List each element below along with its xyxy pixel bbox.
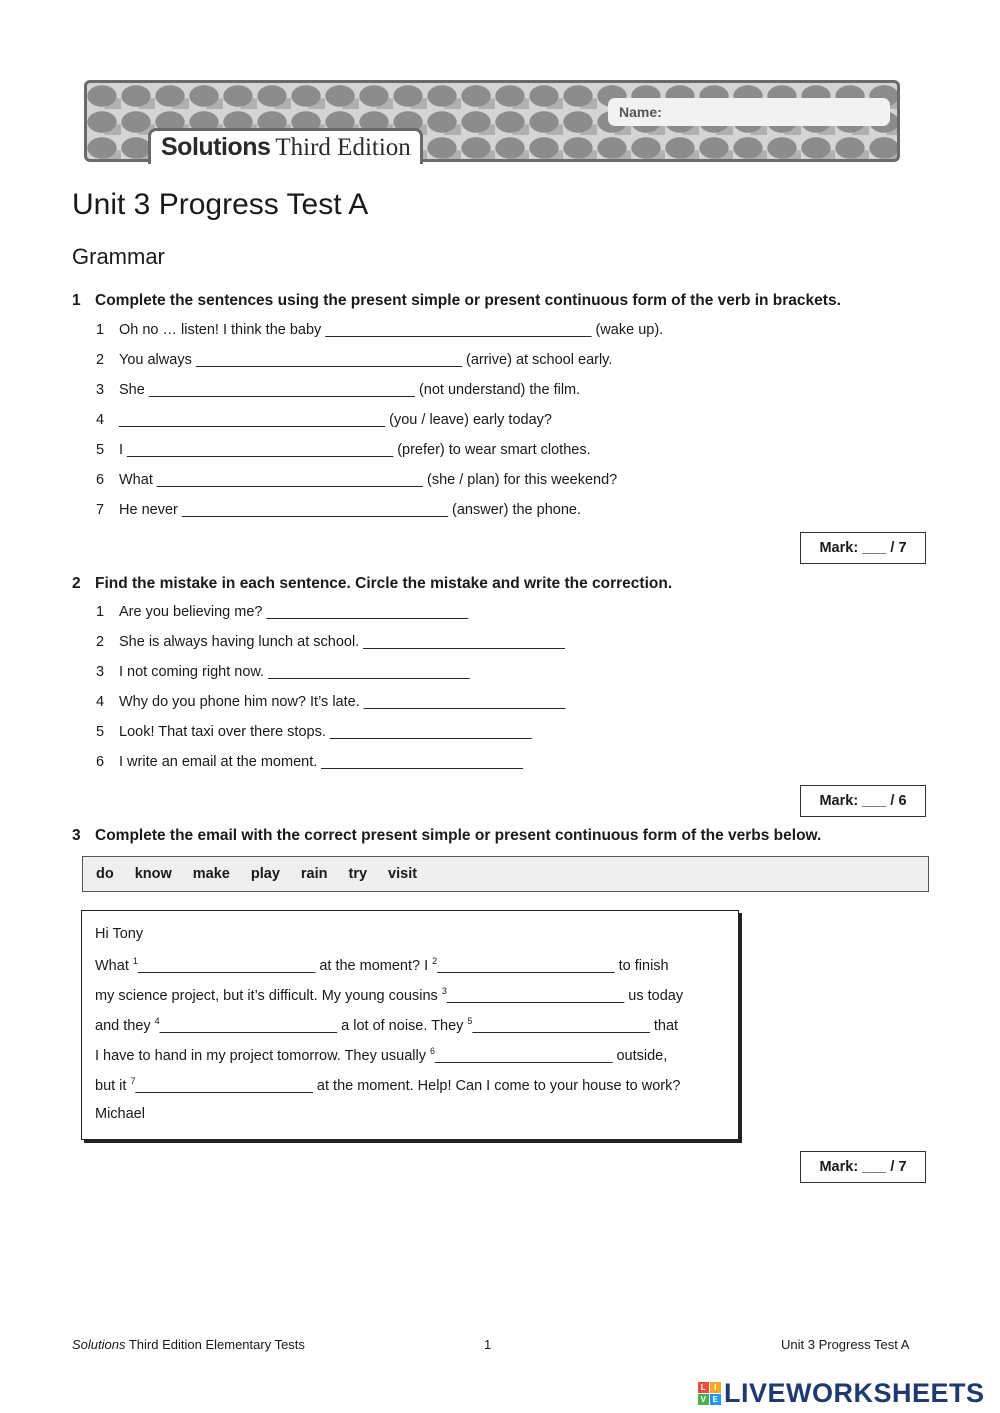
item-text: Are you believing me? _________________________: [119, 604, 469, 620]
item-text: She _________________________________ (not understand) the film.: [119, 382, 581, 398]
q1-item[interactable]: [96, 472, 617, 488]
item-text: Why do you phone him now? It’s late. _________________________: [119, 694, 566, 710]
q1-item[interactable]: [96, 442, 591, 458]
email-text: ______________________ a lot of noise. They: [159, 1017, 468, 1034]
email-text: ______________________ us today: [446, 987, 684, 1004]
q2-item[interactable]: [96, 634, 565, 650]
q3-text: Complete the email with the correct present simple or present continuous form of the verbs below.: [95, 827, 822, 844]
item-number: 2: [96, 634, 105, 650]
section-heading: Grammar: [72, 244, 165, 269]
q1-item[interactable]: [96, 322, 663, 338]
icon-letter: I: [710, 1382, 721, 1393]
item-number: 5: [96, 724, 105, 740]
item-number: 2: [96, 352, 105, 368]
email-text: ______________________ to finish: [437, 957, 669, 974]
q2-number: 2: [72, 575, 81, 592]
logo-bold-text: Solutions: [161, 133, 271, 161]
email-text: ______________________ at the moment. Help! Can I come to your house to work?: [135, 1077, 681, 1094]
icon-letter: L: [698, 1382, 709, 1393]
page-title: Unit 3 Progress Test A: [72, 188, 369, 221]
email-signoff: Michael: [95, 1106, 145, 1122]
item-text: Look! That taxi over there stops. _________________________: [119, 724, 532, 740]
email-text: my science project, but it’s difficult. My young cousins: [95, 987, 442, 1004]
word-bank-item: play: [250, 866, 280, 882]
item-text: You always _________________________________ (arrive) at school early.: [119, 352, 613, 368]
item-number: 6: [96, 754, 105, 770]
email-line[interactable]: [95, 986, 683, 1004]
email-text: but it: [95, 1077, 131, 1094]
word-bank-item: do: [96, 866, 114, 882]
q1-item[interactable]: [96, 352, 612, 368]
item-number: 3: [96, 382, 105, 398]
item-text: Oh no … listen! I think the baby _________________________________ (wake up).: [119, 322, 664, 338]
logo-edition-text: Third Edition: [275, 133, 411, 161]
gap-number: 7: [130, 1076, 136, 1086]
item-number: 3: [96, 664, 105, 680]
email-text: I have to hand in my project tomorrow. They usually: [95, 1047, 431, 1064]
email-greeting: Hi Tony: [95, 926, 144, 942]
item-text: I write an email at the moment. _________________________: [119, 754, 523, 770]
item-text: She is always having lunch at school. _________________________: [119, 634, 565, 650]
page-number: 1: [484, 1337, 492, 1352]
email-line[interactable]: [95, 956, 669, 974]
footer-right: Unit 3 Progress Test A: [781, 1337, 910, 1352]
q2-item[interactable]: [96, 604, 468, 620]
q2-text: Find the mistake in each sentence. Circle the mistake and write the correction.: [95, 575, 673, 592]
liveworksheets-icon: [698, 1382, 721, 1405]
liveworksheets-logo[interactable]: [698, 1378, 985, 1408]
footer-left-text: Third Edition Elementary Tests: [125, 1337, 305, 1352]
email-text: and they: [95, 1017, 155, 1034]
item-number: 5: [96, 442, 105, 458]
q2-mark-box: Mark: ___ / 6: [800, 785, 926, 817]
q1-item[interactable]: [96, 502, 581, 518]
q3-number: 3: [72, 827, 81, 844]
word-bank-item: know: [134, 866, 172, 882]
q1-text: Complete the sentences using the present simple or present continuous form of the verb in brackets.: [95, 292, 841, 309]
q2-item[interactable]: [96, 754, 523, 770]
gap-number: 4: [154, 1016, 160, 1026]
q3-instruction: [72, 827, 821, 845]
item-number: 1: [96, 322, 105, 338]
word-bank-item: make: [192, 866, 230, 882]
name-label: Name:: [619, 104, 662, 120]
item-text: I not coming right now. _________________________: [119, 664, 470, 680]
gap-number: 1: [132, 956, 138, 966]
item-text: What _________________________________ (she / plan) for this weekend?: [119, 472, 618, 488]
gap-number: 3: [441, 986, 447, 996]
email-line[interactable]: [95, 1076, 680, 1094]
email-line[interactable]: [95, 1046, 667, 1064]
gap-number: 6: [430, 1046, 436, 1056]
gap-number: 5: [467, 1016, 473, 1026]
item-number: 4: [96, 412, 105, 428]
q1-instruction: [72, 292, 841, 310]
word-bank-item: rain: [300, 866, 328, 882]
item-number: 7: [96, 502, 105, 518]
word-bank: [82, 856, 929, 892]
item-text: _________________________________ (you / leave) early today?: [119, 412, 552, 428]
liveworksheets-text: LIVEWORKSHEETS: [724, 1377, 985, 1408]
icon-letter: V: [698, 1394, 709, 1405]
item-number: 4: [96, 694, 105, 710]
q2-item[interactable]: [96, 724, 532, 740]
email-line[interactable]: [95, 1016, 678, 1034]
word-bank-item: visit: [388, 866, 418, 882]
email-text: What: [95, 957, 133, 974]
icon-letter: E: [710, 1394, 721, 1405]
gap-number: 2: [432, 956, 438, 966]
q2-item[interactable]: [96, 664, 470, 680]
item-number: 6: [96, 472, 105, 488]
q3-mark-box: Mark: ___ / 7: [800, 1151, 926, 1183]
item-number: 1: [96, 604, 105, 620]
q1-item[interactable]: [96, 412, 552, 428]
q2-instruction: [72, 575, 672, 593]
solutions-logo: [148, 128, 423, 164]
item-text: I _________________________________ (prefer) to wear smart clothes.: [119, 442, 591, 458]
q1-item[interactable]: [96, 382, 580, 398]
q1-number: 1: [72, 292, 81, 309]
name-field[interactable]: [608, 98, 890, 126]
email-text: ______________________ outside,: [435, 1047, 668, 1064]
q2-item[interactable]: [96, 694, 565, 710]
footer-italic: Solutions: [72, 1337, 126, 1352]
q1-mark-box: Mark: ___ / 7: [800, 532, 926, 564]
word-bank-item: try: [348, 866, 368, 882]
email-text: ______________________ that: [472, 1017, 679, 1034]
item-text: He never _________________________________ (answer) the phone.: [119, 502, 581, 518]
footer-left: [72, 1337, 305, 1352]
email-text: ______________________ at the moment? I: [137, 957, 433, 974]
